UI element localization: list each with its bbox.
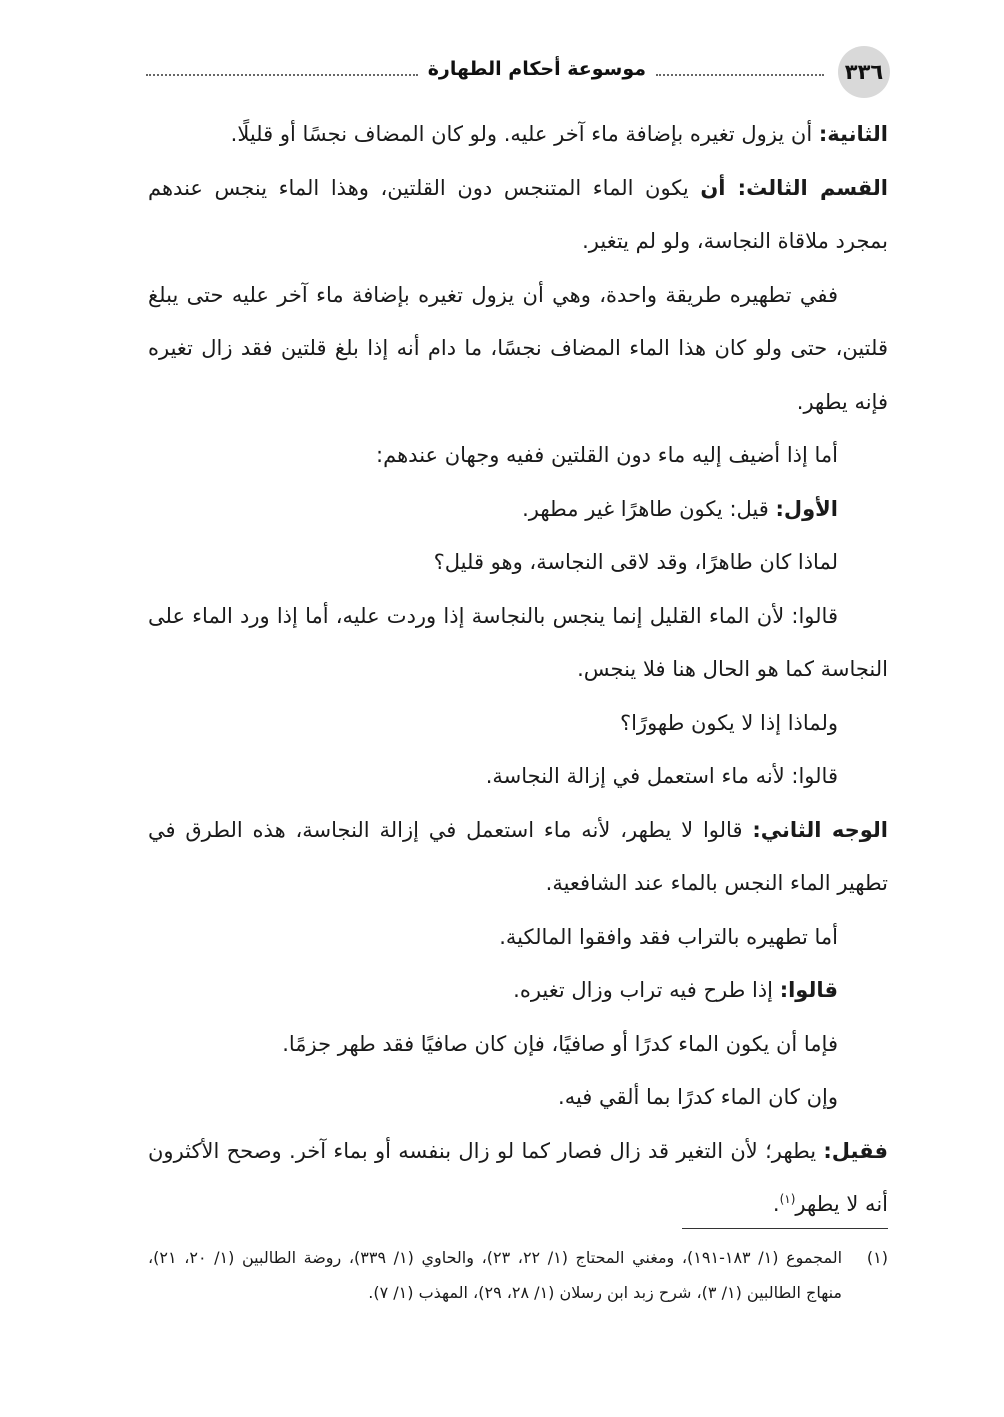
paragraph-12 — [148, 964, 888, 1018]
main-text — [148, 108, 888, 1232]
page-header — [146, 46, 890, 98]
paragraph-text: أن يزول تغيره بإضافة ماء آخر عليه. ولو كان المضاف نجسًا أو قليلًا. — [230, 122, 819, 146]
paragraph-lead: قالوا: — [779, 978, 838, 1002]
paragraph-lead: فقيل: — [823, 1138, 888, 1163]
paragraph-text: إذا طرح فيه تراب وزال تغيره. — [513, 978, 780, 1002]
paragraph-14 — [148, 1071, 888, 1125]
paragraph-2 — [148, 162, 888, 269]
paragraph-11 — [148, 911, 888, 965]
paragraph-5 — [148, 483, 888, 537]
footnote-number: (١) — [866, 1248, 888, 1267]
paragraph-text: قيل: يكون طاهرًا غير مطهر. — [522, 496, 776, 521]
paragraph-text: أما إذا أضيف إليه ماء دون القلتين ففيه وجهان عندهم: — [376, 443, 838, 467]
paragraph-text: قالوا لا يطهر، لأنه ماء استعمل في إزالة النجاسة، هذه الطرق في تطهير الماء النجس بالماء عند الشافعية. — [148, 817, 888, 895]
footnote-reference[interactable]: (١) — [779, 1192, 796, 1206]
page-number: ٣٣٦ — [838, 46, 890, 98]
paragraph-text: قالوا: لأنه ماء استعمل في إزالة النجاسة. — [485, 764, 838, 788]
paragraph-text: يكون الماء المتنجس دون القلتين، وهذا الماء ينجس عندهم بمجرد ملاقاة النجاسة، ولو لم يتغير. — [148, 175, 888, 253]
paragraph-7 — [148, 590, 888, 697]
paragraph-lead: الوجه الثاني: — [752, 817, 888, 842]
paragraph-text: يطهر؛ لأن التغير قد زال فصار كما لو زال بنفسه أو بماء آخر. وصحح الأكثرون أنه لا يطهر — [148, 1138, 888, 1216]
paragraph-lead: الثانية: — [818, 122, 888, 146]
footnote-1 — [148, 1240, 888, 1310]
paragraph-lead: الأول: — [775, 496, 838, 521]
header-dots-left — [146, 62, 418, 76]
paragraph-text: ففي تطهيره طريقة واحدة، وهي أن يزول تغيره بإضافة ماء آخر عليه حتى يبلغ قلتين، حتى ولو كان هذا الماء المضاف نجسًا، ما دام أنه إذا بلغ قلتين فقد زال تغيره فإنه يطهر. — [148, 282, 888, 414]
paragraph-10 — [148, 804, 888, 911]
running-title: موسوعة أحكام الطهارة — [427, 58, 646, 80]
paragraph-4 — [148, 429, 888, 483]
running-title-line — [146, 58, 824, 80]
paragraph-text: ولماذا إذا لا يكون طهورًا؟ — [619, 710, 838, 735]
footnote-text: المجموع (١/ ١٨٣-١٩١)، ومغني المحتاج (١/ ٢٢، ٢٣)، والحاوي (١/ ٣٣٩)، روضة الطالبين (١/ ٢٠، ٢١)، منهاج الطالبين (١/ ٣)، شرح زبد ابن رسلان (١/ ٢٨، ٢٩)، المهذب (١/ ٧). — [148, 1248, 843, 1302]
paragraph-6 — [148, 536, 888, 590]
paragraph-9 — [148, 750, 888, 804]
paragraph-text: فإما أن يكون الماء كدرًا أو صافيًا، فإن كان صافيًا فقد طهر جزمًا. — [282, 1031, 838, 1056]
paragraph-8 — [148, 697, 888, 751]
footnotes — [148, 1240, 888, 1310]
header-dots-right — [656, 62, 824, 76]
paragraph-15 — [148, 1125, 888, 1232]
paragraph-text: قالوا: لأن الماء القليل إنما ينجس بالنجاسة إذا وردت عليه، أما إذا ورد الماء على النجاسة كما هو الحال هنا فلا ينجس. — [148, 603, 888, 681]
footnote-separator — [682, 1228, 888, 1229]
paragraph-text: وإن كان الماء كدرًا بما ألقي فيه. — [558, 1085, 838, 1109]
paragraph-1 — [148, 108, 888, 162]
paragraph-text: أما تطهيره بالتراب فقد وافقوا المالكية. — [499, 924, 838, 949]
paragraph-text: لماذا كان طاهرًا، وقد لاقى النجاسة، وهو قليل؟ — [433, 550, 838, 574]
paragraph-13 — [148, 1018, 888, 1072]
paragraph-lead: القسم الثالث: أن — [700, 175, 888, 200]
paragraph-text-end: . — [772, 1192, 780, 1216]
paragraph-3 — [148, 269, 888, 430]
